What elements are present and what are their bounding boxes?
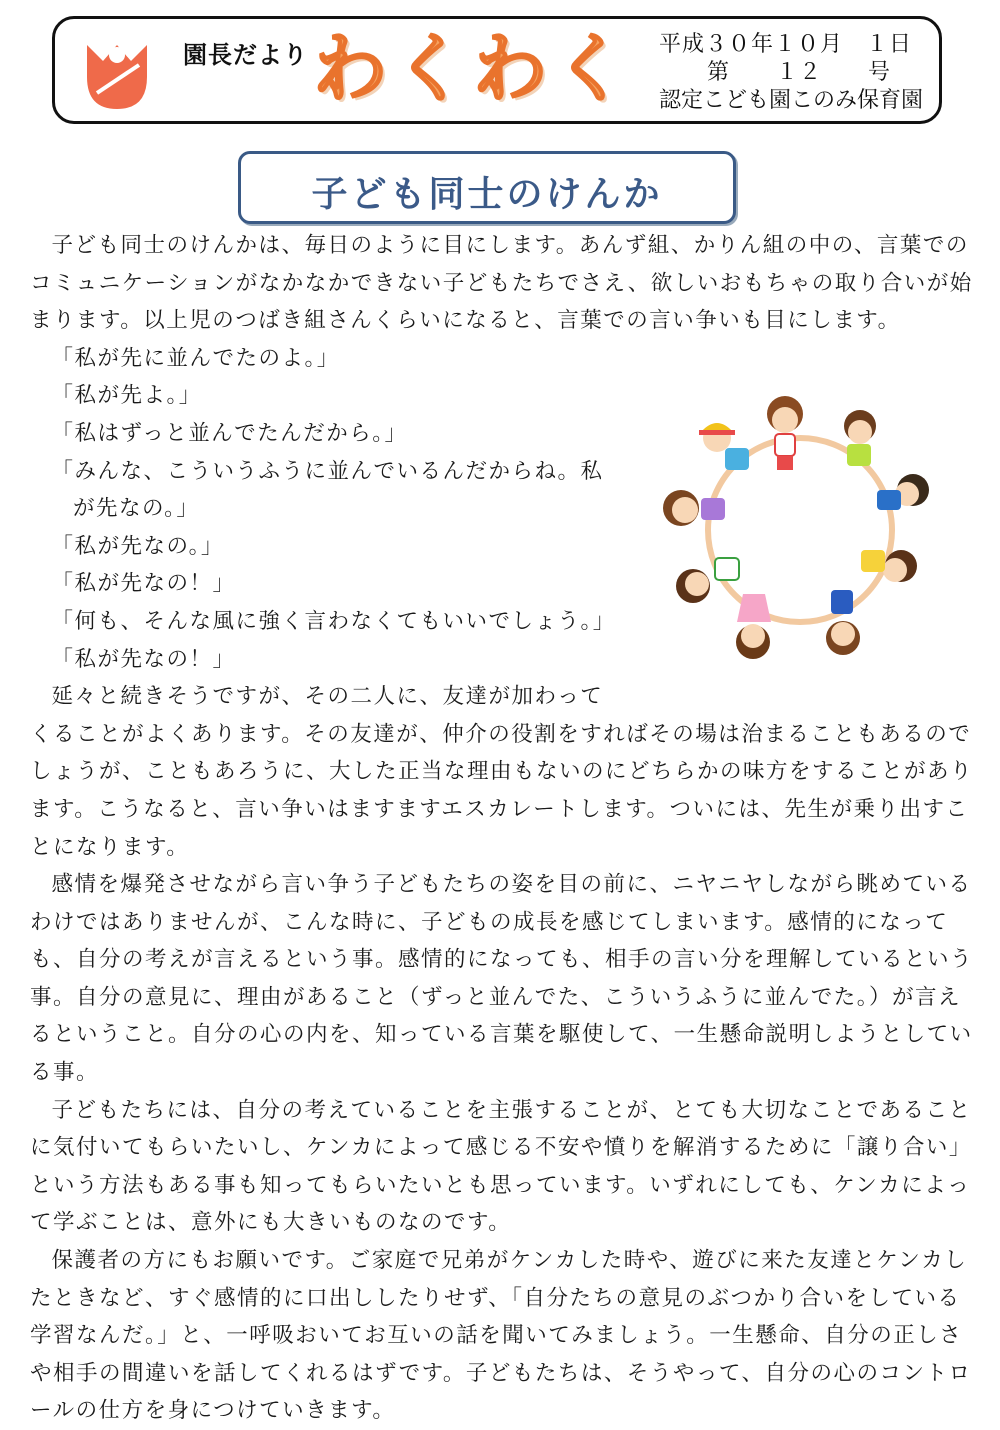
dialog-line: 「何も、そんな風に強く言わなくてもいいでしょう。」 [51, 608, 616, 634]
dialog-line: 「私が先なの。」 [51, 533, 224, 559]
paragraph-5: 保護者の方にもお願いです。ご家庭で兄弟がケンカした時や、遊びに来た友達とケンカしたときなど、すぐ感情的に口出ししたりせず、「自分たちの意見のぶつかり合いをしている学習なんだ。」と、一呼吸おいてお互いの話を聞いてみましょう。一生懸命、自分の正しさや相手の間違いを話してくれるはずです。子どもたちは、そうやって、自分の心のコントロールの仕方を身につけていきます。 [30, 1248, 972, 1424]
issue-info [659, 31, 929, 115]
dialog-line: が先なの。」 [73, 496, 200, 522]
dialog-line: 「私が先に並んでたのよ。」 [51, 345, 340, 371]
article-body [30, 227, 975, 1430]
organization-name: 認定こども園このみ保育園 [659, 88, 924, 113]
article-title-box [238, 151, 736, 224]
dialog-line: 「みんな、こういうふうに並んでいるんだからね。私 [51, 458, 604, 484]
paragraph-4: 子どもたちには、自分の考えていることを主張することが、とても大切なことであることに気付いてもらいたいし、ケンカによって感じる不安や憤りを解消するために「譲り合い」という方法もある事も知ってもらいたいとも思っています。いずれにしても、ケンカによって学ぶことは、意外にも大きいものなのです。 [30, 1097, 972, 1236]
paragraph-2-rest: くることがよくあります。その友達が、仲介の役割をすればその場は治まることもあるのでしょうが、こともあろうに、大した正当な理由もないのにどちらかの味方をすることがあります。こうなると、言い争いはますますエスカレートします。ついには、先生が乗り出すことになります。 [30, 721, 974, 860]
dialog-line: 「私が先よ。」 [51, 383, 202, 409]
issue-number: 第 １２ 号 [707, 60, 892, 85]
dialog-line: 「私が先なの！」 [51, 646, 236, 672]
dialog-line: 「私はずっと並んでたんだから。」 [51, 420, 408, 446]
paragraph-3: 感情を爆発させながら言い争う子どもたちの姿を目の前に、ニヤニヤしながら眺めているわけではありませんが、こんな時に、子どもの成長を感じてしまいます。感情的になっても、自分の考えが言えるという事。感情的になっても、相手の言い分を理解しているという事。自分の意見に、理由があること（ずっと並んでた、こういうふうに並んでた。）が言えるということ。自分の心の内を、知っている言葉を駆使して、一生懸命説明しようとしている事。 [30, 872, 974, 1086]
article-title: 子ども同士のけんか [311, 174, 663, 215]
tulip-logo-icon [81, 35, 153, 113]
issue-date: 平成３０年１０月 １日 [659, 32, 913, 57]
newsletter-title: わくわく [313, 26, 633, 112]
dialog-line: 「私が先なの！」 [51, 571, 236, 597]
newsletter-kind: 園長だより [183, 41, 308, 69]
paragraph-2-start: 延々と続きそうですが、その二人に、友達が加わって [51, 684, 604, 710]
paragraph-intro: 子ども同士のけんかは、毎日のように目にします。あんず組、かりん組の中の、言葉でのコミュニケーションがなかなかできない子どもたちでさえ、欲しいおもちゃの取り合いが始まります。以上児のつばき組さんくらいになると、言葉での言い争いも目にします。 [30, 233, 973, 334]
dialog-block [30, 340, 630, 716]
newsletter-header [52, 16, 942, 124]
